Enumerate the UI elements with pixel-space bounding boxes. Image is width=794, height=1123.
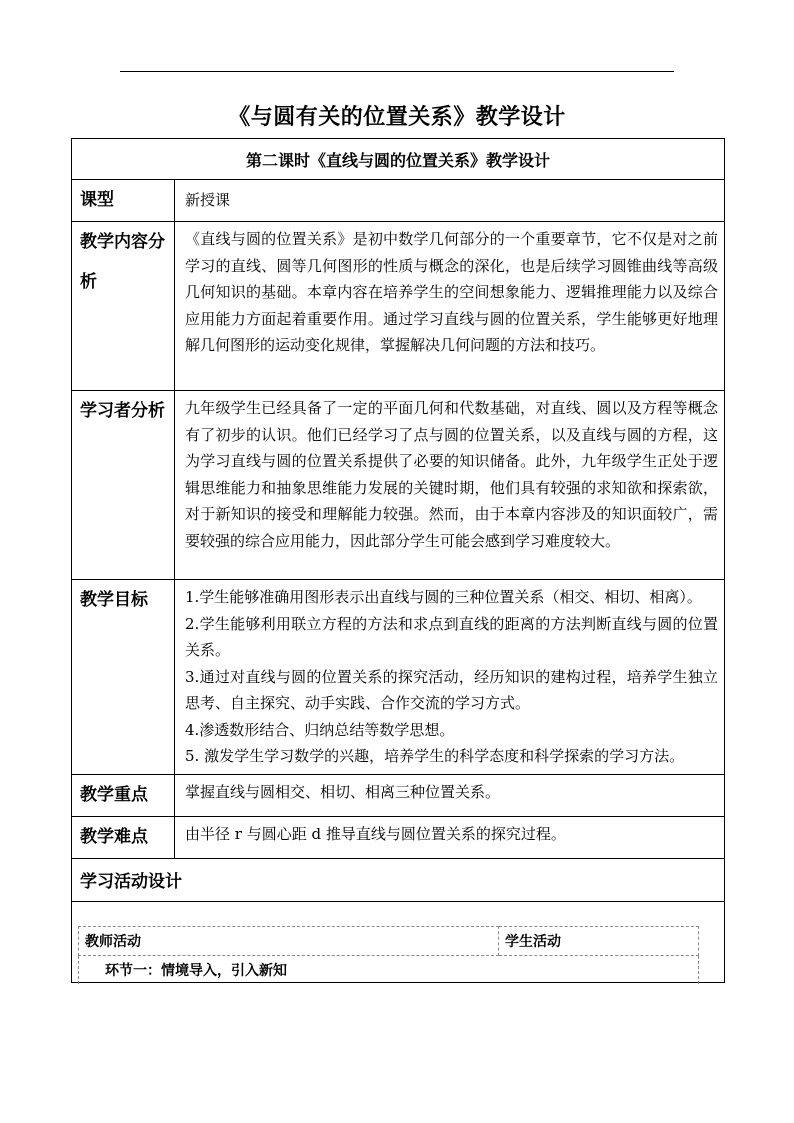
objective-item: 4.渗透数形结合、归纳总结等数学思想。 bbox=[185, 720, 455, 739]
table-row bbox=[72, 391, 725, 580]
row-content-objectives bbox=[175, 580, 725, 775]
student-activity-header: 学生活动 bbox=[499, 926, 699, 955]
teacher-activity-header: 教师活动 bbox=[79, 926, 499, 955]
row-label-learner-analysis: 学习者分析 bbox=[72, 391, 175, 580]
activity-design-cell bbox=[72, 901, 725, 982]
row-label-key-points: 教学重点 bbox=[72, 774, 175, 816]
activity-table bbox=[78, 926, 699, 984]
lesson-plan-table bbox=[71, 138, 725, 983]
row-content-difficulties: 由半径 r 与圆心距 d 推导直线与圆位置关系的探究过程。 bbox=[175, 816, 725, 858]
row-label-type: 课型 bbox=[72, 180, 175, 222]
objective-item: 2.学生能够利用联立方程的方法和求点到直线的距离的方法判断直线与圆的位置关系。 bbox=[185, 614, 719, 659]
document-title: 《与圆有关的位置关系》教学设计 bbox=[228, 104, 566, 130]
objective-item: 5. 激发学生学习数学的兴趣，培养学生的科学态度和科学探索的学习方法。 bbox=[185, 747, 685, 765]
objective-item: 1.学生能够准确用图形表示出直线与圆的三种位置关系（相交、相切、相离）。 bbox=[185, 588, 702, 606]
activity-design-heading: 学习活动设计 bbox=[72, 858, 725, 901]
row-content-type: 新授课 bbox=[175, 180, 725, 222]
row-content-content-analysis: 《直线与圆的位置关系》是初中数学几何部分的一个重要章节，它不仅是对之前学习的直线、圆等几何图形的性质与概念的深化，也是后续学习圆锥曲线等高级几何知识的基础。本章内容在培养学生的空间想象能力、逻辑推理能力以及综合应用能力方面起着重要作用。通过学习直线与圆的位置关系，学生能够更好地理解几何图形的运动变化规律，掌握解决几何问题的方法和技巧。 bbox=[175, 222, 725, 391]
row-label-difficulties: 教学难点 bbox=[72, 816, 175, 858]
table-row bbox=[72, 580, 725, 775]
row-content-key-points: 掌握直线与圆相交、相切、相离三种位置关系。 bbox=[175, 774, 725, 816]
table-row bbox=[72, 222, 725, 391]
objective-item: 3.通过对直线与圆的位置关系的探究活动，经历知识的建构过程，培养学生独立思考、自主探究、动手实践、合作交流的学习方式。 bbox=[185, 667, 719, 712]
row-content-learner-analysis: 九年级学生已经具备了一定的平面几何和代数基础，对直线、圆以及方程等概念有了初步的认识。他们已经学习了点与圆的位置关系，以及直线与圆的方程，这为学习直线与圆的位置关系提供了必要的知识储备。此外，九年级学生正处于逻辑思维能力和抽象思维能力发展的关键时期，他们具有较强的求知欲和探索欲，对于新知识的接受和理解能力较强。然而，由于本章内容涉及的知识面较广，需要较强的综合应用能力，因此部分学生可能会感到学习难度较大。 bbox=[175, 391, 725, 580]
table-row bbox=[72, 816, 725, 858]
row-label-objectives: 教学目标 bbox=[72, 580, 175, 775]
section-heading: 环节一：情境导入，引入新知 bbox=[79, 955, 699, 984]
row-label-content-analysis: 教学内容分析 bbox=[72, 222, 175, 391]
header-rule bbox=[120, 71, 674, 72]
table-row bbox=[72, 180, 725, 222]
lesson-subtitle: 第二课时《直线与圆的位置关系》教学设计 bbox=[72, 139, 725, 180]
table-row bbox=[72, 774, 725, 816]
